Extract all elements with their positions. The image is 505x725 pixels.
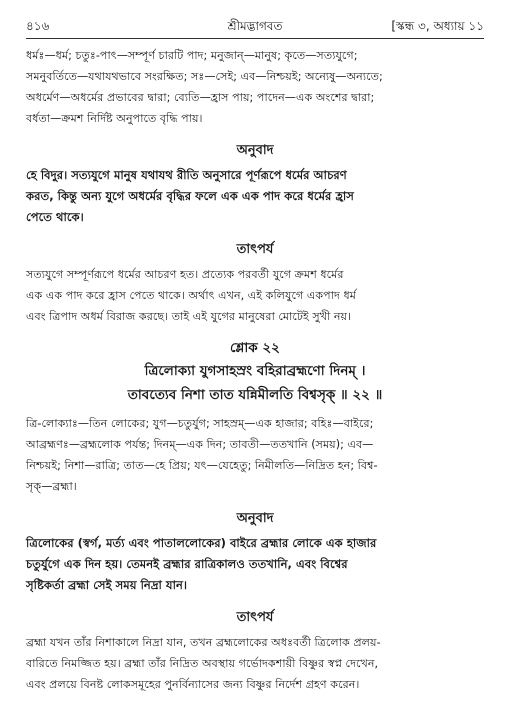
translation-line: চতুর্যুগে এক দিন হয়। তেমনই ব্রহ্মার রাত্রিকালও ততখানি, এবং বিশ্বের [26,557,348,571]
synonyms-line: বর্ধতা—ক্রমশ নির্দিষ্ট অনুপাতে বৃদ্ধি পায়। [26,112,203,125]
purport-heading: তাৎপর্য [236,610,274,625]
book-page [26,16,484,695]
purport-line: ব্রহ্মা যখন তাঁর নিশাকালে নিদ্রা যান, তখন ব্রহ্মলোকের অধঃবর্তী ত্রিলোক প্রলয়- [26,636,381,649]
translation-block-1 [26,165,484,228]
translation-line: হে বিদুর। সত্যযুগে মানুষ যথাযথ রীতি অনুসারে পূর্ণরূপে ধর্মের আচরণ [26,168,347,182]
verse-block [26,359,484,407]
purport-line: বারিতে নিমজ্জিত হয়। ব্রহ্মা তাঁর নিদ্রিত অবস্থায় গর্ভোদকশায়ী বিষ্ণুর স্বপ্ন দেখেন, [26,657,379,670]
translation-line: পেতে থাকে। [26,210,84,224]
translation-block-2 [26,533,484,596]
synonyms-line: নিশ্চয়ই; নিশা—রাত্রি; তাত—হে প্রিয়; যৎ—যেহেতু; নিমীলতি—নিদ্রিত হন; বিশ্ব- [26,459,378,472]
running-header [26,16,484,36]
purport-line: এবং প্রলয়ে বিনষ্ট লোকসমূহের পুনর্বিন্যাসের জন্য বিষ্ণুর নির্দেশ গ্রহণ করেন। [26,678,360,691]
translation-heading: অনুবাদ [236,511,274,526]
purport-line: সত্যযুগে সম্পূর্ণরূপে ধর্মের আচরণ হত। প্রত্যেক পরবর্তী যুগে ক্রমশ ধর্মের [26,268,344,281]
header-rule [26,38,484,39]
translation-line: ত্রিলোকের (স্বর্গ, মর্ত্য এবং পাতাললোকের) বাইরে ব্রহ্মার লোকে এক হাজার [26,536,377,550]
purport-block-2 [26,632,484,695]
synonyms-block-2 [26,413,484,497]
synonyms-line: ধর্মঃ—ধর্ম; চতুঃ-পাৎ—সম্পূর্ণ চারটি পাদ; মনুজান্—মানুষ; কৃতে—সত্যযুগে; [26,49,358,62]
synonyms-block-1 [26,45,484,129]
purport-block-1 [26,264,484,327]
verse-line: ত্রিলোক্যা যুগসাহস্রং বহিরাব্রহ্মণো দিনম্ । [144,363,366,379]
synonyms-line: সমনুবর্তিতে—যথাযথভাবে সংরক্ষিত; সঃ—সেই; এব—নিশ্চয়ই; অন্যেষু—অন্যতে; [26,70,383,83]
purport-line: এবং ত্রিপাদ অধর্ম বিরাজ করছে। তাই এই যুগের মানুষেরা মোটেই সুখী নয়। [26,310,352,323]
verse-line: তাবত্যেব নিশা তাত যন্নিমীলতি বিশ্বসৃক্ ॥ ২২ ॥ [127,387,383,403]
book-title: শ্রীমদ্ভাগবত [227,19,283,33]
translation-heading: অনুবাদ [236,143,274,158]
synonyms-line: আব্রহ্মণঃ—ব্রহ্মলোক পর্যন্ত; দিনম্—এক দিন; তাবতী—ততখানি (সময়); এব— [26,438,374,451]
purport-line: এক এক পাদ করে হ্রাস পেতে থাকে। অর্থাৎ এখন, এই কলিযুগে একপাদ ধর্ম [26,289,356,302]
verse-title: শ্লোক ২২ [230,340,280,356]
synonyms-line: ত্রি-লোক্যাঃ—তিন লোকের; যুগ—চতুর্যুগ; সাহস্রম্—এক হাজার; বহিঃ—বাইরে; [26,417,374,430]
translation-line: করত, কিন্তু অন্য যুগে অধর্মের বৃদ্ধির ফলে এক এক পাদ করে ধর্মের হ্রাস [26,189,354,203]
page-number: ৪১৬ [26,19,50,33]
chapter-reference: [স্কন্ধ ৩, অধ্যায় ১১ [391,19,484,33]
synonyms-line: অধর্মেণ—অধর্মের প্রভাবের দ্বারা; ব্যেতি—হ্রাস পায়; পাদেন—এক অংশের দ্বারা; [26,91,375,104]
translation-line: সৃষ্টিকর্তা ব্রহ্মা সেই সময় নিদ্রা যান। [26,578,188,592]
synonyms-line: সৃক্—ব্রহ্মা। [26,480,77,493]
purport-heading: তাৎপর্য [236,242,274,257]
